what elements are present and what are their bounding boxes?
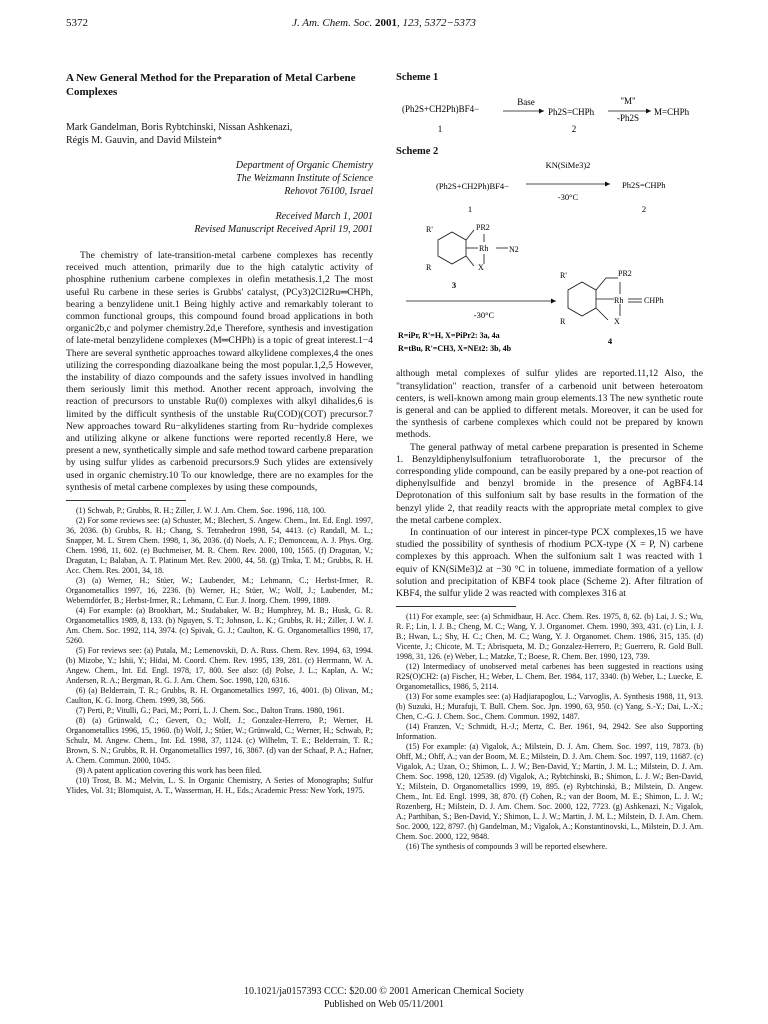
compound-4-structure [568,278,642,320]
footnote: (9) A patent application covering this work has been filed. [76,766,262,776]
running-header [66,17,702,33]
doi-copyright-line: 10.1021/ja0157393 CCC: $20.00 © 2001 American Chemical Society [243,986,525,997]
journal-volume: 123 [402,17,419,29]
page-footer [0,985,768,1011]
scheme-1-product: M=CHPh [654,107,690,118]
compound-number-1: 1 [467,204,473,215]
compound-number-1: 1 [437,124,443,135]
journal-pages: 5372−5373 [424,17,476,29]
left-column [66,72,373,796]
rhodium-center: Rh [614,296,624,306]
scheme-2 [396,146,703,368]
footnotes-left [66,506,373,796]
scheme-1-label: Scheme 1 [396,72,439,83]
donor-x: X [478,263,484,273]
scheme-2-temperature: -30°C [557,192,579,203]
scheme-1-reactant: (Ph2S+CH2Ph)BF4− [402,104,480,115]
scheme-2-label: Scheme 2 [396,146,439,158]
received-date: Received March 1, 2001 [275,211,373,222]
authors-line-1: Mark Gandelman, Boris Rybtchinski, Nissan Ashkenazi, [66,122,293,133]
footnote: (4) For example: (a) Brookhart, M.; Studabaker, W. B.; Humphrey, M. B.; Husk, G. R. Organometallics 1989, 8, 133. (b) Nguyen, S. T.; Johnson, L. K.; Grubbs, R. H.; Ziller, J. W. J. Am. Chem. Soc. 1992, 114, 3974. (c) Spivak, G. J.; Caulton, K. G. Organometallics 1998, 17, 5260. [66,606,373,646]
dinitrogen-ligand: N2 [509,245,519,255]
article-title: A New General Method for the Preparation of Metal Carbene Complexes [66,72,356,98]
aromatic-ring [438,232,466,264]
revised-date: Revised Manuscript Received April 19, 2001 [194,224,373,235]
scheme-2-figure [396,158,703,368]
body-paragraph-3: The general pathway of metal carbene preparation is presented in Scheme 1. Benzyldiphenylsulfonium tetrafluoroborate 1, the precursor of the corresponding ylide compound, can be easily prepared by a one-pot reaction of diphenylsulfide and benzyl bromide in the presence of AgBF4.14 Deprotonation of this sulfonium salt by base results in the formation of the benzyl ylide 2, that readily reacts with the appropriate metal complex to give the metal carbene complex. [396,441,703,526]
phosphine-pr2: PR2 [618,269,632,279]
footnote: (5) For reviews see: (a) Putala, M.; Lemenovskii, D. A. Russ. Chem. Rev. 1994, 63, 1994. (b) Mizobe, Y.; Ishii, Y.; Hidai, M. Coord. Chem. Rev. 1995, 139, 281. (c) Herrmann, W. A. Angew. Chem., Int. Ed. Engl. 1978, 17, 800. See also: (d) Polse, J. L.; Kaplan, A. W.; Andersen, R. A.; Bergman, R. G. J. Am. Chem. Soc. 1998, 120, 6316. [66,646,373,686]
arrowhead [539,109,544,114]
affiliation-department: Department of Organic Chemistry [235,160,373,171]
footnote: (16) The synthesis of compounds 3 will be reported elsewhere. [406,842,608,852]
bond [596,278,606,290]
received-dates [66,210,373,236]
footnote: (7) Perti, P.; Vitulli, G.; Paci, M.; Porri, L. J. Chem. Soc., Dalton Trans. 1980, 1961. [76,706,345,716]
footnote: (13) For some examples see: (a) Hadjiarapoglou, L.; Varvoglis, A. Synthesis 1988, 11, 913. (b) Suzuki, H.; Murafuji, T. Bull. Chem. Soc. Jpn. 1990, 63, 950. (c) Yang, S.-Y.; Dai, L.-X.; Chen, C.-G. J. Chem. Soc., Chem. Commun. 1992, 1487. [396,692,703,722]
scheme-1 [396,72,703,134]
compound-number-3: 3 [451,280,457,291]
footnote: (8) (a) Grünwald, C.; Gevert, O.; Wolf, J.; Gonzalez-Herrero, P.; Werner, H. Organometallics 1996, 15, 1960. (b) Wolf, J.; Stüer, W.; Grünwald, C.; Werner, H.; Schwab, P.; Schulz, M. Angew. Chem., Int. Ed. 1998, 37, 1124. (c) Wilhelm, T. E.; Belderrain, T. R.; Brown, S. N.; Grubbs, R. H. Organometallics 1997, 16, 3867. (d) van der Schaaf, P. A.; Hafner, A. Chem. Commun. 2000, 1045. [66,716,373,766]
footnote: (1) Schwab, P.; Grubbs, R. H.; Ziller, J. W. J. Am. Chem. Soc. 1996, 118, 100. [76,506,327,516]
footnote: (3) (a) Werner, H.; Stüer, W.; Laubender, M.; Lehmann, C.; Herbst-Irmer, R. Organometallics 1997, 16, 2236. (b) Werner, H.; Stüer, W.; Wolf, J.; Laubender, M.; Weberndörfer, B.; Herbst-Irmer, R.; Lehmann, C. Eur. J. Inorg. Chem. 1999, 1889. [66,576,373,606]
arrowhead [646,109,651,114]
scheme-1-figure [396,84,703,134]
affiliation-address: Rehovot 76100, Israel [284,186,373,197]
journal-year: 2001 [374,17,397,29]
compound-3-structure [438,230,508,266]
footnote: (15) For example: (a) Vigalok, A.; Milstein, D. J. Am. Chem. Soc. 1997, 119, 7873. (b) Ohff, M.; Ohff, A.; van der Boom, M. E.; Milstein, D. J. Am. Chem. Soc. 1997, 119, 11687. (c) Vigalok, A.; Uzan, O.; Shimon, L. J. W.; Ben-David, Y.; Martin, J. M. L.; Milstein, D. J. Am. Chem. Soc. 1998, 120, 12539. (d) Vigalok, A.; Rybtchinski, B.; Shimon, L. J. W.; Ben-David, Y.; Milstein, D. Organometallics 1999, 19, 895. (e) Rybtchinski, B.; Milstein, D. Angew. Chem., Int. Ed. Engl. 1999, 38, 870. (f) Cohen, R.; van der Boom, M. E.; Shimon, L. J. W.; Rozenberg, H.; Milstein, D. J. Am. Chem. Soc. 2000, 122, 7723. (g) Ashkenazi, N.; Vigalok, A.; Parthiban, S.; Ben-David, Y.; Shimon, L. J. W.; Martin, J. M. L.; Milstein, D. J. Am. Chem. Soc. 2000, 122, 8797. (h) Gandelman, M.; Vigalok, A.; Konstantinovski, L., Milstein, D. J. Am. Chem. Soc. 2000, 122, 9848. [396,742,703,842]
affiliation-institute: The Weizmann Institute of Science [236,173,373,184]
scheme-2-reactant: (Ph2S+CH2Ph)BF4− [436,181,509,192]
scheme-1-byproduct: -Ph2S [616,113,640,124]
scheme-2-product-ylide: Ph2S=CHPh [622,180,666,191]
footnote: (12) Intermediacy of unobserved metal carbenes has been suggested in reactions using R2S(O)CH2: (a) Fischer, H.; Weber, L. Chem. Ber. 1984, 117, 3340. (b) Weber, L.; Luecke, E. Organometallics, 1986, 5, 2114. [396,662,703,692]
arrowhead [551,299,556,304]
author-list [66,121,373,147]
footnote-rule [66,500,186,501]
body-paragraph-2: although metal complexes of sulfur ylides are reported.11,12 Also, the "transylidation" reaction, transfer of a carbenoid unit between heteroatom centers, is well-known among main group elements.13 The new synthetic route is general and can be applied to different metals. Moreover, it can be used for the synthesis of carbene complexes which could not be prepared by known methods. [396,368,703,441]
compound-number-2: 2 [641,204,647,215]
footnote: (11) For example, see: (a) Schmidbaur, H. Acc. Chem. Res. 1975, 8, 62. (b) Lai, J. S.; Wu, R. F.; Lin, I. J. B.; Cheng, M. C.; Wang, Y. J. Organomet. Chem. 1990, 393, 431. (c) Lin, I. J. B.; Hwan, L.; Shy, H. C.; Chen, M. C.; Wang, Y. J. Organomet. Chem. 1986, 315, 135. (d) Vicente, J.; Chicote, M. T.; Abrisqueta, M. D.; Gonzalez-Herrero, P.; Guerrero, R. Gold Bull. 1998, 31, 126. (e) Weber, L.; Matzke, T.; Boese, R. Chem. Ber. 1990, 123, 739. [396,612,703,662]
substituent-r-prime: R' [560,271,567,281]
journal-citation: J. Am. Chem. Soc. 2001, 123, 5372−5373 [292,17,476,29]
page-number: 5372 [66,17,88,29]
body-paragraph-1: The chemistry of late-transition-metal carbene complexes has recently received much attention, primarily due to the high catalytic activity of phosphine ruthenium carbene complexes in olefin metathesis.1,2 The most useful Ru carbene in these series is Grubbs' catalyst, (PCy3)2Cl2Ru═CHPh, bearing a benzylidene unit.1 Being highly active and remarkably tolerant to common functional groups, this compound found broad applications in both organic2b,c and polymer chemistry.2d,e Therefore, synthesis and investigation of late-metal benzylidene complexes (M═CHPh) is a topic of great interest.1−4 There are several synthetic approaches toward alkylidene complexes,4 the ones utilizing the corresponding diazoalkane being the most popular.1,2,5 However, the instability of diazo compounds and the safety issues involved in handling them seriously limit this method. Another recent approach, involving the reaction of precursors to unstable Ru(0) complexes with alkyl dihalides,6 is limited by the difficult synthesis of the unstable Ru(COD)(COT) precursor.7 New approaches toward Ru−alkylidenes starting from Ru−hydride complexes and utilizing alkyne or alkene functions were reported recently.8 Here, we present a new, synthetically simple and safe method toward carbene preparation by using sulfur ylides as carbenoid precursors.9 Such ylides are extensively used in organic chemistry.10 To our knowledge, there are no examples for the synthesis of metal carbene complexes by using these compounds, [66,250,373,493]
authors-line-2: Régis M. Gauvin, and David Milstein* [66,135,222,146]
bond [466,230,474,240]
scheme-2-second-temperature: -30°C [473,310,495,321]
scheme-2-reagent: KN(SiMe3)2 [545,160,591,171]
right-column [396,72,703,852]
bond [466,256,474,266]
affiliation [66,159,373,198]
rhodium-center: Rh [479,244,489,254]
phosphine-pr2: PR2 [476,223,490,233]
aromatic-ring [568,282,596,316]
footnote-rule [396,606,516,607]
donor-x: X [614,317,620,327]
body-paragraph-4: In continuation of our interest in pincer-type PCX complexes,15 we have studied the possibility of synthesis of rhodium PCX-type (X = P, N) carbene complexes by this approach. When the sulfonium salt 1 was reacted with 1 equiv of KN(SiMe3)2 at −30 °C in toluene, immediate formation of a yellow solution and precipitation of KBF4 took place (Scheme 2). After filtration of KBF4, the sulfur ylide 2 was reacted with complexes 316 at [396,527,703,600]
footnote: (6) (a) Belderrain, T. R.; Grubbs, R. H. Organometallics 1997, 16, 4001. (b) Olivan, M.; Caulton, K. G. Inorg. Chem. 1999, 38, 566. [66,686,373,706]
footnote: (10) Trost, B. M.; Melvin, L. S. In Organic Chemistry, A Series of Monographs; Sulfur Ylides, Vol. 31; Blomquist, A. T., Wasserman, H. H., Eds.; Academic Press: New York, 1975. [66,776,373,796]
arrowhead [605,182,610,187]
footnote: (14) Franzen, V.; Schmidt, H.-J.; Mertz, C. Ber. 1961, 94, 2942. See also Supporting Information. [396,722,703,742]
conditions-a: R=iPr, R'=H, X=PiPr2: 3a, 4a [398,331,500,341]
journal-name: J. Am. Chem. Soc. [292,17,373,29]
scheme-1-intermediate: Ph2S=CHPh [548,107,595,118]
substituent-r-prime: R' [426,225,433,235]
bond [596,308,608,320]
footnote: (2) For some reviews see: (a) Schuster, M.; Blechert, S. Angew. Chem., Int. Ed. Engl. 1997, 36, 2036. (b) Grubbs, R. H.; Chang, S. Tetrahedron 1998, 54, 4413. (c) Randall, M. L.; Snapper, M. L. Strem Chem. 1998, 1, 36, 2036. (d) Noels, A. F.; Demonceau, A. J. Phys. Org. Chem. 1998, 11, 602. (e) Buchmeiser, M. R. Chem. Rev. 2000, 100, 1565. (f) Dragutan, V.; Dragutan, I.; Balaban, A. T. Platinum Met. Rev. 2000, 44, 58. (g) Trnka, T. M.; Grubbs, R. H. Acc. Chem. Res. 2001, 34, 18. [66,516,373,576]
scheme-1-metal-reagent: "M" [620,96,636,107]
carbene-ligand: CHPh [644,296,664,306]
footnotes-right [396,612,703,852]
publication-date: Published on Web 05/11/2001 [323,999,445,1010]
compound-number-2: 2 [571,124,577,135]
conditions-b: R=tBu, R'=CH3, X=NEt2: 3b, 4b [398,344,512,354]
compound-number-4: 4 [607,336,613,347]
substituent-r: R [560,317,566,327]
substituent-r: R [426,263,432,273]
scheme-1-reagent: Base [517,97,535,108]
